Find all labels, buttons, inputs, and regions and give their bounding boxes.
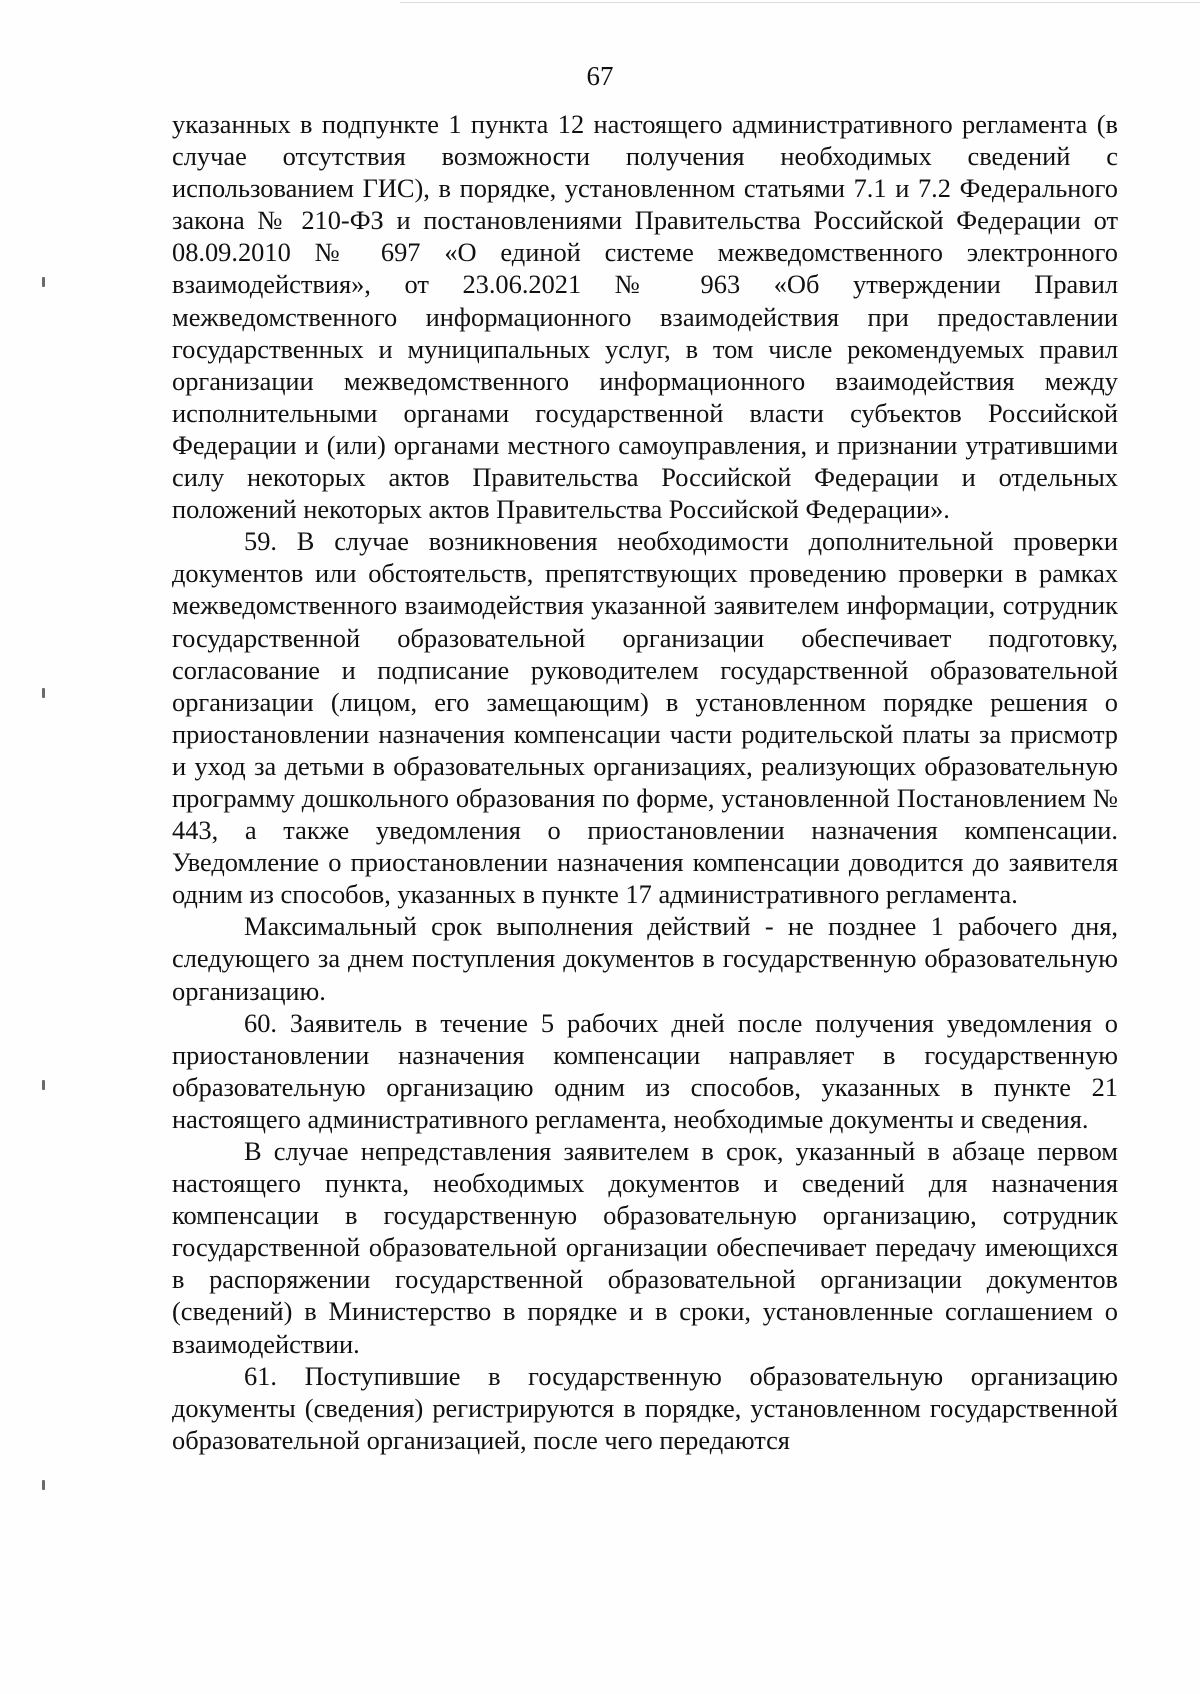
scan-edge-line xyxy=(400,2,1200,3)
paragraph-59: 59. В случае возникновения необходимости дополнительной проверки документов или обстоятельств, препятствующих проведению проверки в рамках межведомственного взаимодействия указанной заявителем информации, сотрудник государственной образовательной организации обеспечивает подготовку, согласование и подписание руководителем государственной образовательной организации (лицом, его замещающим) в установленном порядке решения о приостановлении назначения компенсации части родительской платы за присмотр и уход за детьми в образовательных организациях, реализующих образовательную программу дошкольного образования по форме, установленной Постановлением № 443, а также уведомления о приостановлении назначения компенсации. Уведомление о приостановлении назначения компенсации доводится до заявителя одним из способов, указанных в пункте 17 административного регламента. xyxy=(172,526,1118,910)
scan-speck xyxy=(42,688,45,698)
paragraph-max-term: Максимальный срок выполнения действий - не позднее 1 рабочего дня, следующего за днем поступления документов в государственную образовательную организацию. xyxy=(172,911,1118,1006)
scan-speck xyxy=(42,1480,45,1490)
scan-speck xyxy=(42,1080,45,1090)
page-number: 67 xyxy=(586,61,614,91)
document-body xyxy=(172,108,1118,1456)
scan-speck xyxy=(42,277,45,287)
paragraph-61: 61. Поступившие в государственную образовательную организацию документы (сведения) регистрируются в порядке, установленном государственной образовательной организацией, после чего передаются xyxy=(172,1360,1118,1455)
paragraph-continuation: указанных в подпункте 1 пункта 12 настоящего административного регламента (в случае отсутствия возможности получения необходимых сведений с использованием ГИС), в порядке, установленном статьями 7.1 и 7.2 Федерального закона № 210-ФЗ и постановлениями Правительства Российской Федерации от 08.09.2010 № 697 «О единой системе межведомственного электронного взаимодействия», от 23.06.2021 № 963 «Об утверждении Правил межведомственного информационного взаимодействия при предоставлении государственных и муниципальных услуг, в том числе рекомендуемых правил организации межведомственного информационного взаимодействия между исполнительными органами государственной власти субъектов Российской Федерации и (или) органами местного самоуправления, и признании утратившими силу некоторых актов Правительства Российской Федерации и отдельных положений некоторых актов Правительства Российской Федерации». xyxy=(172,109,1118,525)
paragraph-60: 60. Заявитель в течение 5 рабочих дней после получения уведомления о приостановлении назначения компенсации направляет в государственную образовательную организацию одним из способов, указанных в пункте 21 настоящего административного регламента, необходимые документы и сведения. xyxy=(172,1007,1118,1134)
paragraph-non-submission: В случае непредставления заявителем в срок, указанный в абзаце первом настоящего пункта, необходимых документов и сведений для назначения компенсации в государственную образовательную организацию, сотрудник государственной образовательной организации обеспечивает передачу имеющихся в распоряжении государственной образовательной организации документов (сведений) в Министерство в порядке и в сроки, установленные соглашением о взаимодействии. xyxy=(172,1136,1118,1359)
